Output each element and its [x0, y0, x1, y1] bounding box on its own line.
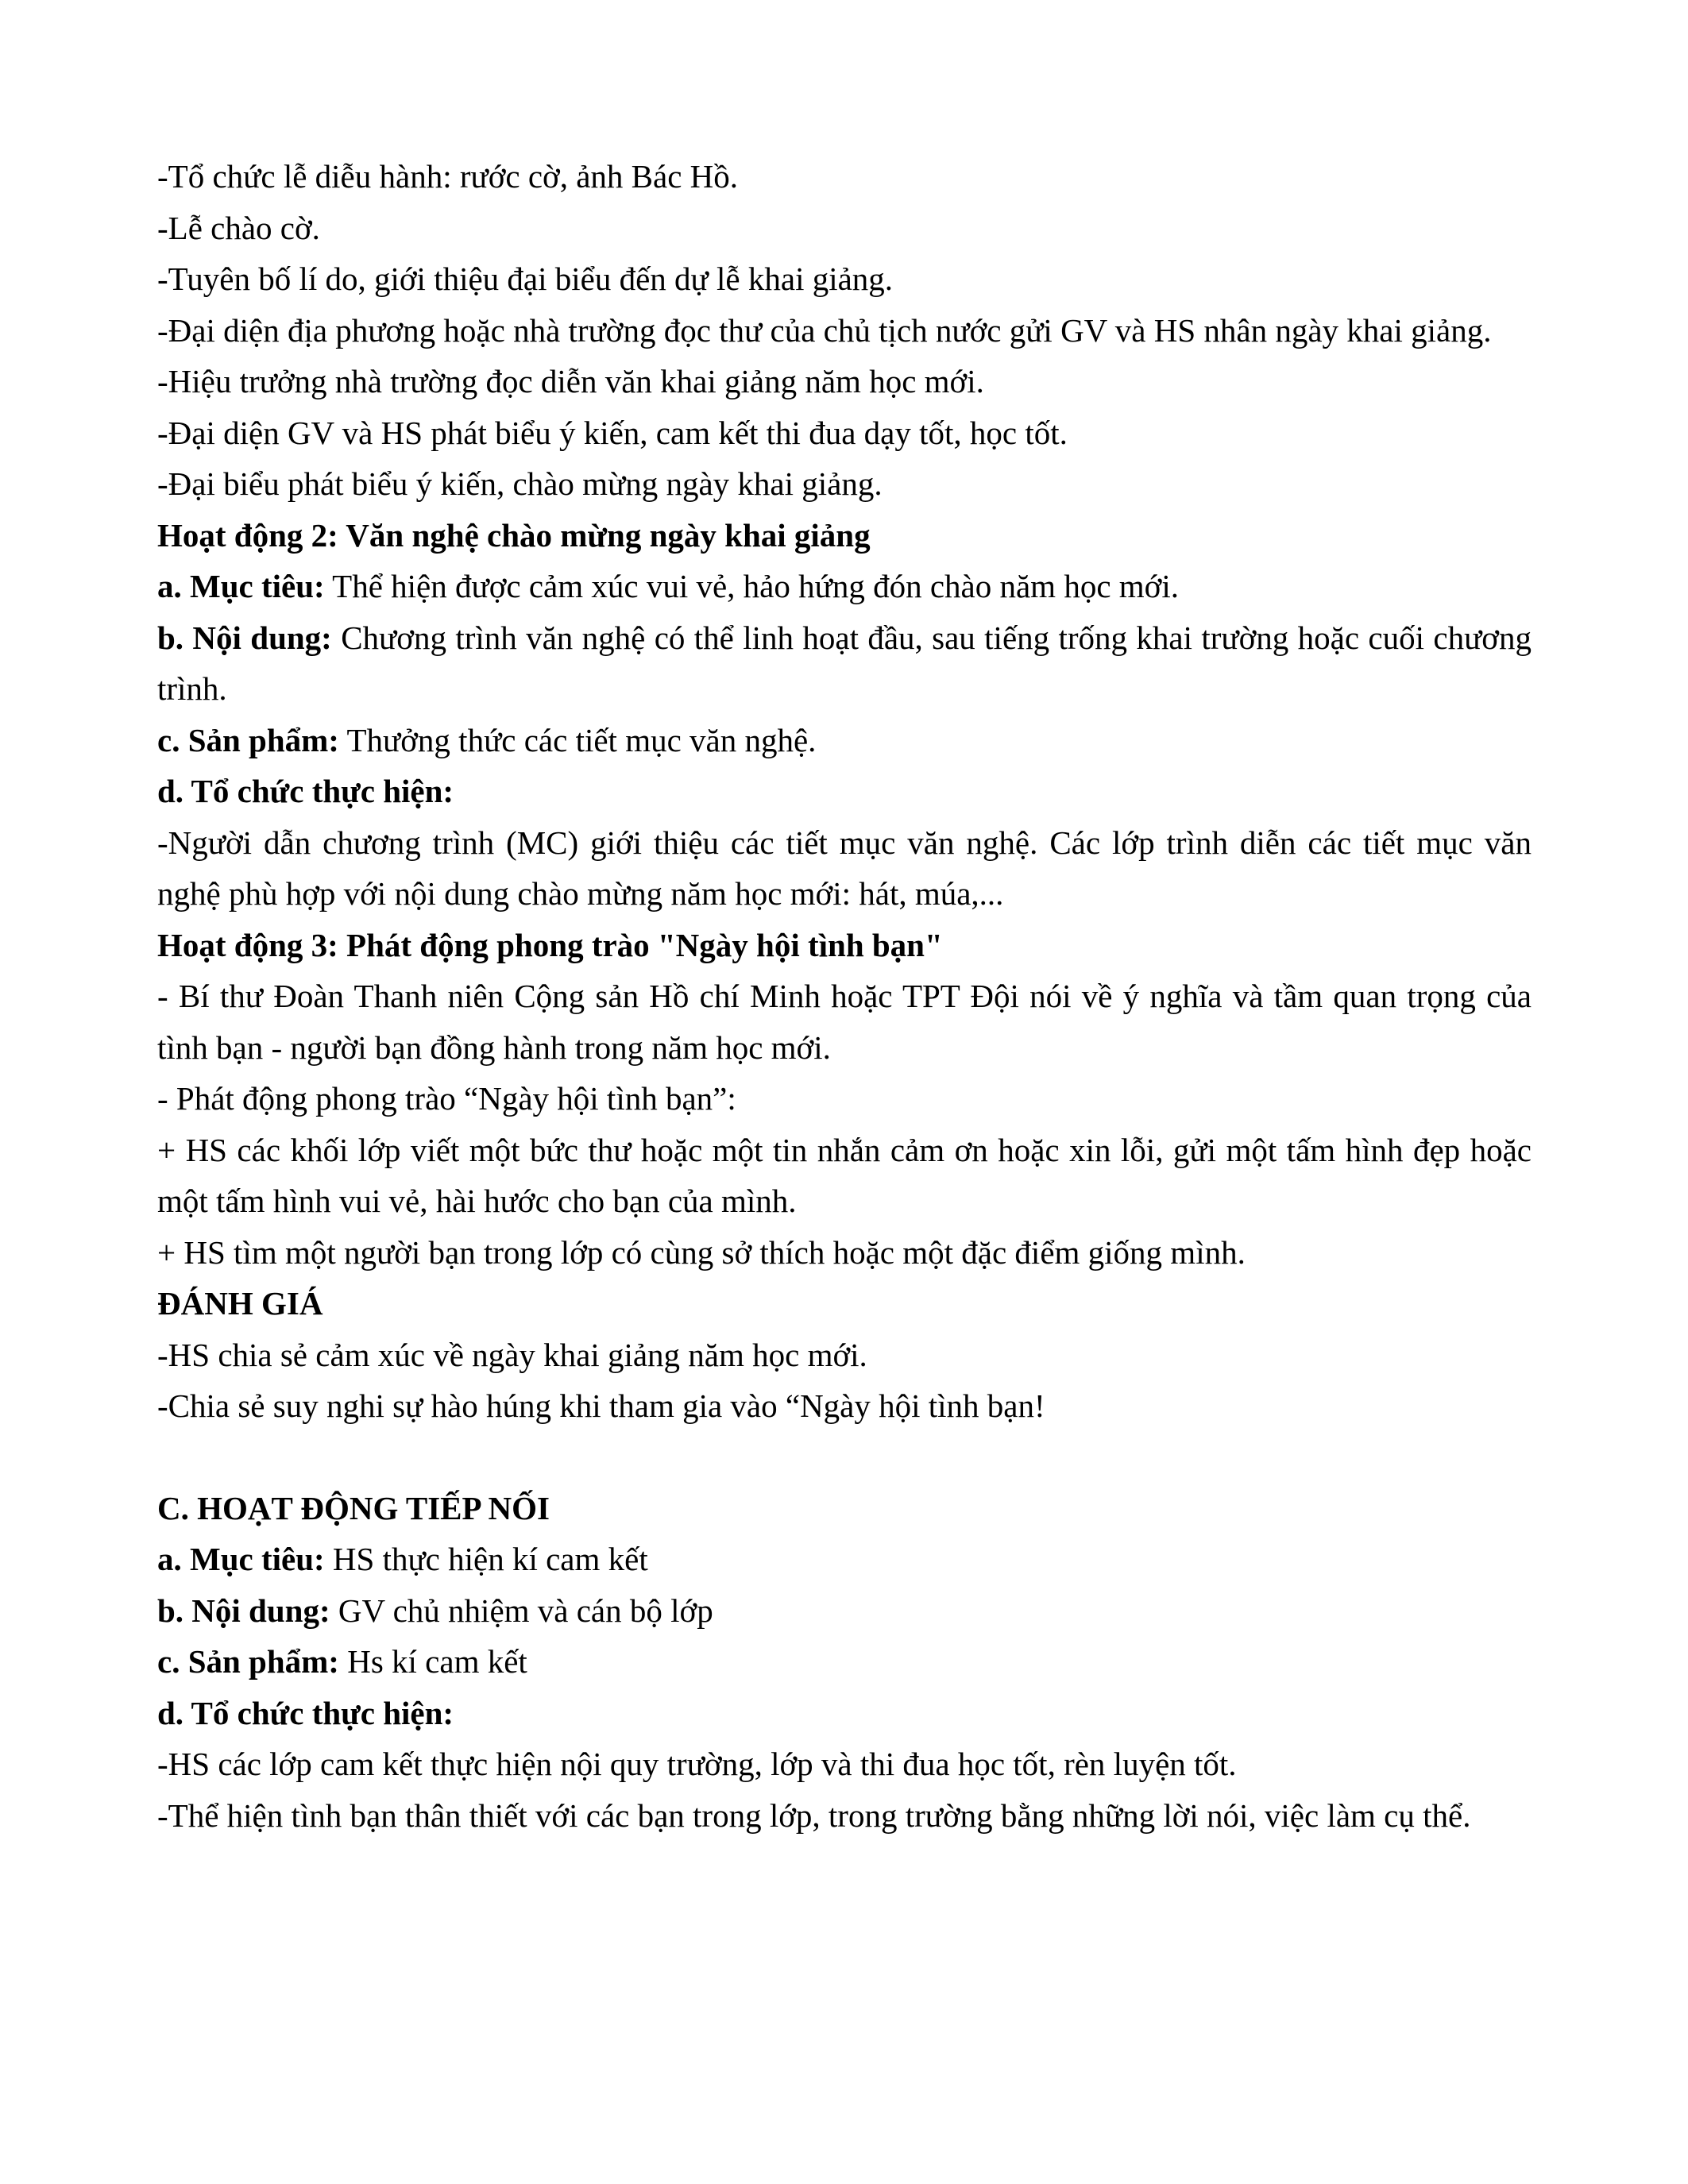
activity-3-paragraph: - Bí thư Đoàn Thanh niên Cộng sản Hồ chí Minh hoặc TPT Đội nói về ý nghĩa và tầm quan trọng của tình bạn - người bạn đồng hành trong năm học mới.: [157, 978, 1532, 1066]
activity-3-task: + HS các khối lớp viết một bức thư hoặc một tin nhắn cảm ơn hoặc xin lỗi, gửi một tấm hình đẹp hoặc một tấm hình vui vẻ, hài hước cho bạn của mình.: [157, 1131, 1532, 1219]
evaluation-item: -HS chia sẻ cảm xúc về ngày khai giảng năm học mới.: [157, 1336, 867, 1373]
product-label: c. Sản phẩm:: [157, 1643, 339, 1680]
activity-2-content: [157, 612, 1532, 715]
evaluation-item: -Chia sẻ suy nghi sự hào húng khi tham gia vào “Ngày hội tình bạn!: [157, 1387, 1045, 1424]
section-c-organization-label: d. Tổ chức thực hiện:: [157, 1694, 454, 1731]
activity-2-organization-text: -Người dẫn chương trình (MC) giới thiệu các tiết mục văn nghệ. Các lớp trình diễn các tiết mục văn nghệ phù hợp với nội dung chào mừng năm học mới: hát, múa,...: [157, 824, 1532, 912]
ceremony-step: -Tuyên bố lí do, giới thiệu đại biểu đến dự lễ khai giảng.: [157, 260, 894, 297]
document-page: [157, 151, 1532, 1841]
activity-2-objective: [157, 561, 1532, 612]
activity-3-launch: - Phát động phong trào “Ngày hội tình bạn”:: [157, 1080, 736, 1117]
section-c-content: [157, 1585, 1532, 1637]
section-spacer: [157, 1432, 1532, 1483]
ceremony-step: -Hiệu trưởng nhà trường đọc diễn văn khai giảng năm học mới.: [157, 363, 984, 399]
objective-label: a. Mục tiêu:: [157, 1541, 325, 1577]
section-c-commitment: -HS các lớp cam kết thực hiện nội quy trường, lớp và thi đua học tốt, rèn luyện tốt.: [157, 1746, 1237, 1782]
ceremony-step: -Đại diện địa phương hoặc nhà trường đọc thư của chủ tịch nước gửi GV và HS nhân ngày khai giảng.: [157, 311, 1492, 349]
content-text: GV chủ nhiệm và cán bộ lớp: [330, 1592, 713, 1629]
content-label: b. Nội dung:: [157, 619, 332, 656]
activity-3-heading: Hoạt động 3: Phát động phong trào "Ngày hội tình bạn": [157, 926, 943, 963]
activity-3-task: + HS tìm một người bạn trong lớp có cùng sở thích hoặc một đặc điểm giống mình.: [157, 1233, 1246, 1271]
objective-text: Thể hiện được cảm xúc vui vẻ, hảo hứng đón chào năm học mới.: [324, 568, 1179, 604]
section-c-product: [157, 1636, 1532, 1688]
objective-label: a. Mục tiêu:: [157, 568, 325, 604]
product-text: Thưởng thức các tiết mục văn nghệ.: [338, 721, 817, 758]
objective-text: HS thực hiện kí cam kết: [324, 1541, 648, 1577]
product-label: c. Sản phẩm:: [157, 721, 339, 758]
ceremony-step: -Lễ chào cờ.: [157, 209, 320, 246]
ceremony-step: -Tổ chức lễ diễu hành: rước cờ, ảnh Bác Hồ.: [157, 158, 739, 195]
activity-2-organization-label: d. Tổ chức thực hiện:: [157, 773, 454, 809]
section-c-friendship: -Thể hiện tình bạn thân thiết với các bạn trong lớp, trong trường bằng những lời nói, việc làm cụ thể.: [157, 1796, 1471, 1834]
evaluation-heading: ĐÁNH GIÁ: [157, 1285, 323, 1322]
activity-2-product: [157, 715, 1532, 766]
ceremony-step: -Đại biểu phát biểu ý kiến, chào mừng ngày khai giảng.: [157, 465, 883, 502]
content-label: b. Nội dung:: [157, 1592, 330, 1629]
product-text: Hs kí cam kết: [338, 1643, 527, 1680]
activity-2-heading: Hoạt động 2: Văn nghệ chào mừng ngày khai giảng: [157, 516, 871, 554]
ceremony-step: -Đại diện GV và HS phát biểu ý kiến, cam kết thi đua dạy tốt, học tốt.: [157, 414, 1068, 451]
section-c-objective: [157, 1534, 1532, 1585]
content-text: Chương trình văn nghệ có thể linh hoạt đầu, sau tiếng trống khai trường hoặc cuối chương trình.: [157, 619, 1532, 707]
section-c-heading: C. HOẠT ĐỘNG TIẾP NỐI: [157, 1489, 550, 1526]
